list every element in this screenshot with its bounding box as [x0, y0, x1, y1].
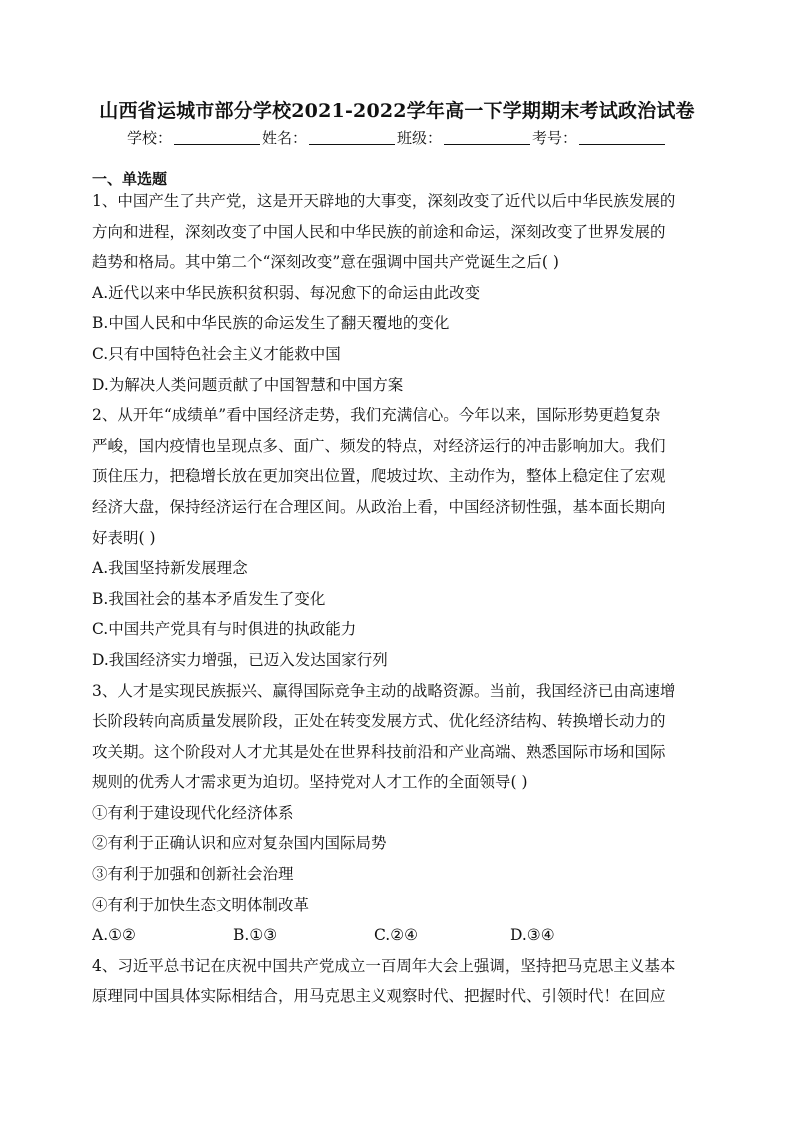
- choice-d: D.③④: [510, 926, 555, 945]
- school-label: 学校：: [126, 129, 172, 147]
- number-label: 考号：: [532, 129, 578, 147]
- questions: [92, 186, 704, 1012]
- question-stem-line: 好表明( ): [92, 528, 156, 547]
- question-stem-line: 趋势和格局。其中第二个“深刻改变”意在强调中国共产党诞生之后( ): [92, 253, 559, 272]
- school-blank: [174, 130, 260, 145]
- question-stem-line: 严峻，国内疫情也呈现点多、面广、频发的特点，对经济运行的冲击影响加大。我们: [92, 436, 666, 455]
- question-stem-line: 2、从开年“成绩单”看中国经济走势，我们充满信心。今年以来，国际形势更趋复杂: [92, 406, 661, 425]
- question-stem-line: 3、人才是实现民族振兴、赢得国际竞争主动的战略资源。当前，我国经济已由高速增: [92, 681, 676, 700]
- option-a: A.近代以来中华民族积贫积弱、每况愈下的命运由此改变: [92, 283, 481, 302]
- page-title: 山西省运城市部分学校2021-2022学年高一下学期期末考试政治试卷: [99, 100, 695, 122]
- statement-2: ②有利于正确认识和应对复杂国内国际局势: [92, 834, 387, 853]
- option-b: B.中国人民和中华民族的命运发生了翻天覆地的变化: [92, 314, 450, 333]
- choice-b: B.①③: [233, 926, 278, 945]
- statement-1: ①有利于建设现代化经济体系: [92, 803, 294, 822]
- question-2: [92, 400, 704, 675]
- option-a: A.我国坚持新发展理念: [92, 559, 248, 578]
- question-stem-line: 长阶段转向高质量发展阶段，正处在转变发展方式、优化经济结构、转换增长动力的: [92, 712, 666, 731]
- question-stem-line: 1、中国产生了共产党，这是开天辟地的大事变，深刻改变了近代以后中华民族发展的: [92, 192, 676, 210]
- option-b: B.我国社会的基本矛盾发生了变化: [92, 589, 326, 608]
- number-blank: [579, 130, 665, 145]
- question-4: [92, 951, 704, 1012]
- question-stem-line: 攻关期。这个阶段对人才尤其是处在世界科技前沿和产业高端、熟悉国际市场和国际: [92, 742, 666, 761]
- statement-3: ③有利于加强和创新社会治理: [92, 865, 294, 884]
- question-stem-line: 原理同中国具体实际相结合，用马克思主义观察时代、把握时代、引领时代！在回应: [92, 987, 666, 1006]
- question-3: [92, 676, 704, 951]
- question-stem-line: 顶住压力，把稳增长放在更加突出位置，爬坡过坎、主动作为，整体上稳定住了宏观: [92, 467, 666, 486]
- choice-a: A.①②: [92, 926, 136, 945]
- name-blank: [309, 130, 395, 145]
- class-blank: [444, 130, 530, 145]
- name-label: 姓名：: [261, 129, 307, 147]
- option-c: C.只有中国特色社会主义才能救中国: [92, 344, 341, 363]
- statement-4: ④有利于加快生态文明体制改革: [92, 895, 310, 914]
- question-1: [92, 186, 704, 400]
- question-stem-line: 方向和进程，深刻改变了中国人民和中华民族的前途和命运，深刻改变了世界发展的: [92, 222, 666, 241]
- class-label: 班级：: [397, 129, 443, 147]
- option-d: D.为解决人类问题贡献了中国智慧和中国方案: [92, 375, 404, 394]
- question-stem-line: 规则的优秀人才需求更为迫切。坚持党对人才工作的全面领导( ): [92, 773, 528, 792]
- question-stem-line: 4、习近平总书记在庆祝中国共产党成立一百周年大会上强调，坚持把马克思主义基本: [92, 956, 676, 975]
- student-info-line: [0, 127, 794, 148]
- option-d: D.我国经济实力增强，已迈入发达国家行列: [92, 650, 388, 669]
- question-stem-line: 经济大盘，保持经济运行在合理区间。从政治上看，中国经济韧性强，基本面长期向: [92, 497, 666, 516]
- section-heading: 一、单选题: [92, 170, 168, 188]
- choice-row: [92, 920, 704, 951]
- choice-c: C.②④: [374, 926, 419, 945]
- option-c: C.中国共产党具有与时俱进的执政能力: [92, 620, 357, 639]
